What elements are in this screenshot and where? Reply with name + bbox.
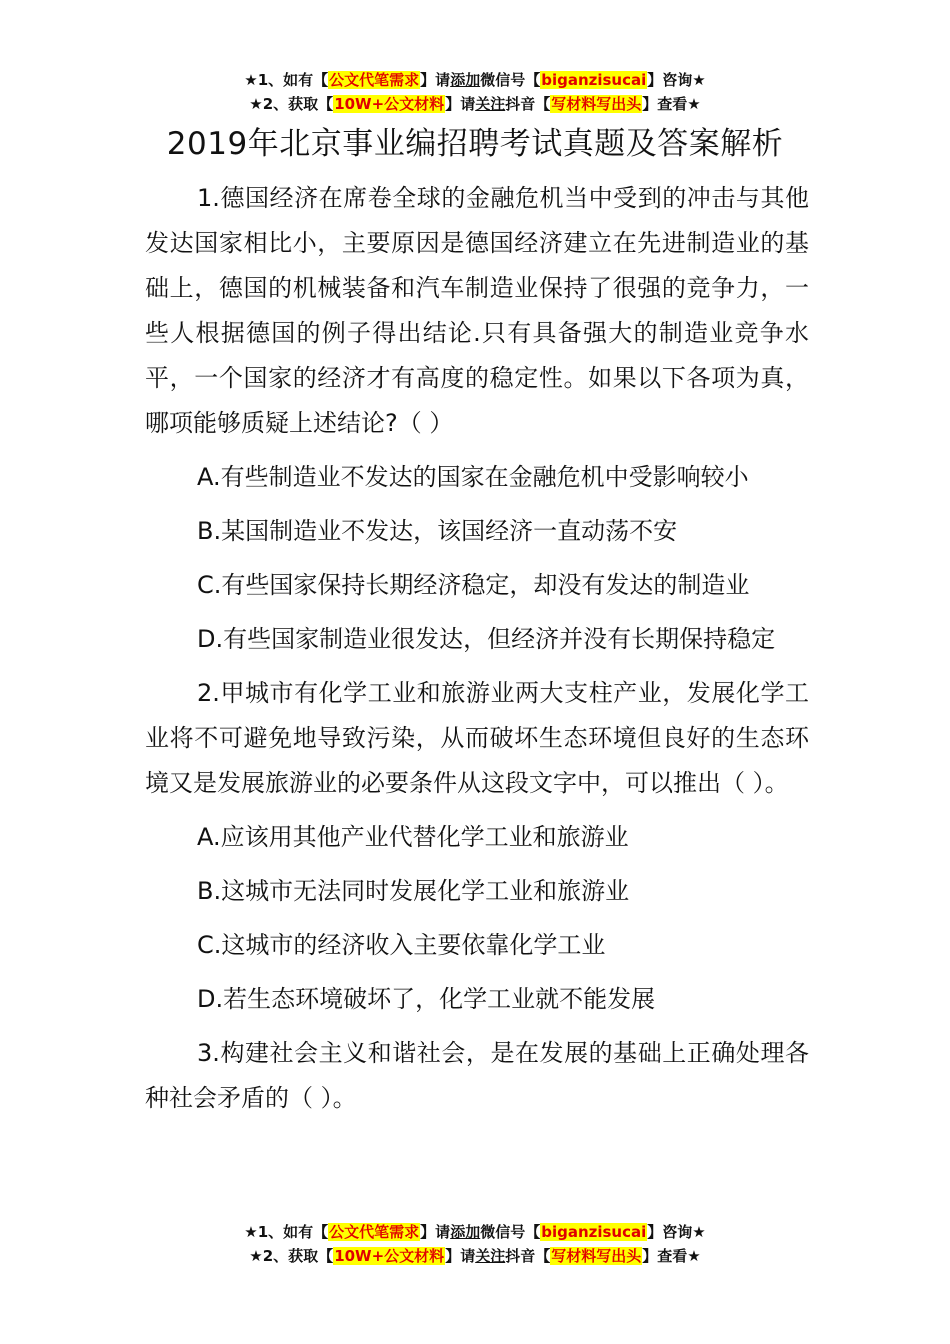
banner-highlight: biganzisucai: [541, 1223, 647, 1241]
banner-text: 】请: [445, 1247, 476, 1265]
banner-highlight: 写材料写出头: [551, 95, 642, 113]
document-body: [145, 176, 809, 1130]
banner-text: 抖音【: [505, 95, 551, 113]
question-option: D.若生态环境破坏了，化学工业就不能发展: [197, 985, 656, 1013]
banner-text: 微信号【: [480, 1223, 541, 1241]
banner-text: ★2、获取【: [249, 1247, 334, 1265]
banner-text: ★2、获取【: [249, 95, 334, 113]
banner-highlight: 10W+公文材料: [334, 1247, 445, 1265]
question-option: C.这城市的经济收入主要依靠化学工业: [197, 931, 606, 959]
question-option: D.有些国家制造业很发达，但经济并没有长期保持稳定: [197, 625, 776, 653]
question-option: B.某国制造业不发达，该国经济一直动荡不安: [197, 517, 678, 545]
question-option: C.有些国家保持长期经济稳定，却没有发达的制造业: [197, 571, 750, 599]
document-title: 2019年北京事业编招聘考试真题及答案解析: [166, 126, 784, 162]
question-stem: 2.甲城市有化学工业和旅游业两大支柱产业，发展化学工业将不可避免地导致污染，从而破坏生态环境但良好的生态环境又是发展旅游业的必要条件从这段文字中，可以推出（ ）。: [145, 679, 809, 797]
question-option: A.应该用其他产业代替化学工业和旅游业: [197, 823, 629, 851]
banner-line-2: [0, 92, 950, 116]
banner-text: ★1、如有【: [244, 1223, 329, 1241]
banner-line-2: [0, 1244, 950, 1268]
banner-text: 】咨询★: [647, 71, 706, 89]
banner-text: ★1、如有【: [244, 71, 329, 89]
banner-underlined: 关注: [475, 1247, 506, 1265]
banner-underlined: 添加: [450, 1223, 481, 1241]
banner-highlight: 公文代笔需求: [329, 1223, 420, 1241]
header-banner: [0, 68, 950, 116]
question-stem: 3.构建社会主义和谐社会，是在发展的基础上正确处理各种社会矛盾的（ ）。: [145, 1039, 809, 1112]
question-option: A.有些制造业不发达的国家在金融危机中受影响较小: [197, 463, 749, 491]
banner-highlight: biganzisucai: [541, 71, 647, 89]
question-option: B.这城市无法同时发展化学工业和旅游业: [197, 877, 630, 905]
banner-text: 】请: [420, 1223, 451, 1241]
banner-text: 】查看★: [642, 95, 701, 113]
footer-banner: [0, 1220, 950, 1268]
banner-text: 】咨询★: [647, 1223, 706, 1241]
banner-highlight: 公文代笔需求: [329, 71, 420, 89]
banner-text: 】查看★: [642, 1247, 701, 1265]
banner-text: 抖音【: [505, 1247, 551, 1265]
banner-underlined: 关注: [475, 95, 506, 113]
question-stem: 1.德国经济在席卷全球的金融危机当中受到的冲击与其他发达国家相比小，主要原因是德国经济建立在先进制造业的基础上，德国的机械装备和汽车制造业保持了很强的竞争力，一些人根据德国的例子得出结论.只有具备强大的制造业竞争水平，一个国家的经济才有高度的稳定性。如果以下各项为真，哪项能够质疑上述结论?（ ）: [145, 184, 809, 437]
banner-underlined: 添加: [450, 71, 481, 89]
banner-text: 】请: [420, 71, 451, 89]
banner-text: 】请: [445, 95, 476, 113]
banner-highlight: 写材料写出头: [551, 1247, 642, 1265]
banner-line-1: [0, 68, 950, 92]
banner-text: 微信号【: [480, 71, 541, 89]
banner-highlight: 10W+公文材料: [334, 95, 445, 113]
banner-line-1: [0, 1220, 950, 1244]
